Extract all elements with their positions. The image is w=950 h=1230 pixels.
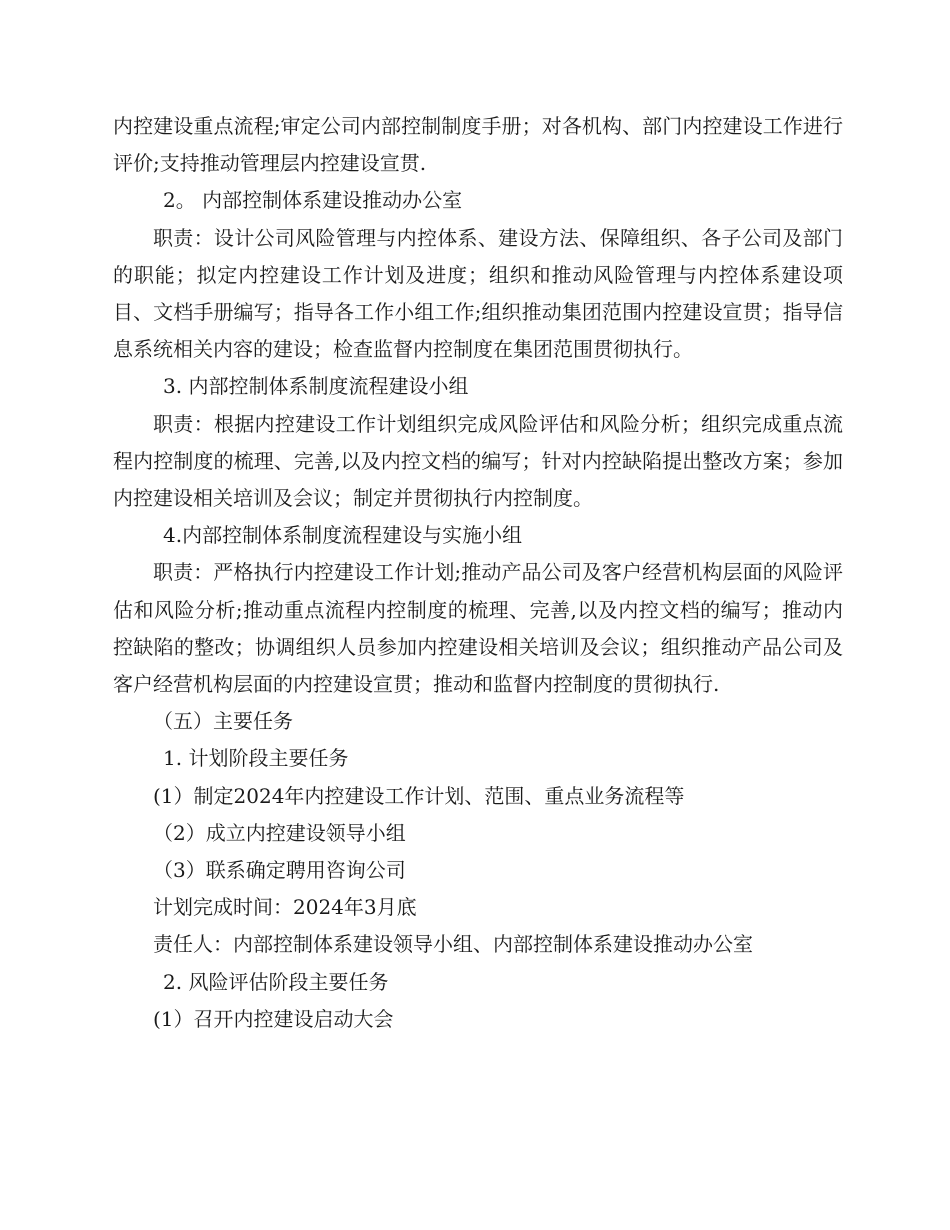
heading-promotion-office: 2。 内部控制体系建设推动办公室 <box>163 188 463 213</box>
list-item-plan-2: （2）成立内控建设领导小组 <box>153 820 406 845</box>
paragraph-implementation-duties: 职责：严格执行内控建设工作计划;推动产品公司及客户经营机构层面的风险评估和风险分析;推动重点流程内控制度的梳理、完善,以及内控文档的编写；推动内控缺陷的整改；协调组织人员参加内控建设相关培训及会议；组织推动产品公司及客户经营机构层面的内控建设宣贯；推动和监督内控制度的贯彻执行. <box>113 560 843 697</box>
responsible-party: 责任人：内部控制体系建设领导小组、内部控制体系建设推动办公室 <box>153 932 753 957</box>
heading-implementation-group: 4.内部控制体系制度流程建设与实施小组 <box>163 523 523 548</box>
heading-risk-assessment-stage: 2. 风险评估阶段主要任务 <box>163 969 389 994</box>
paragraph-office-duties: 职责：设计公司风险管理与内控体系、建设方法、保障组织、各子公司及部门的职能；拟定内控建设工作计划及进度；组织和推动风险管理与内控体系建设项目、文档手册编写；指导各工作小组工作;组织推动集团范围内控建设宣贯；指导信息系统相关内容的建设；检查监督内控制度在集团范围贯彻执行。 <box>113 225 843 362</box>
heading-planning-stage: 1. 计划阶段主要任务 <box>163 746 349 771</box>
list-item-risk-1: (1）召开内控建设启动大会 <box>153 1006 394 1031</box>
completion-time: 计划完成时间：2024年3月底 <box>153 895 417 920</box>
paragraph-duties-continued: 内控建设重点流程;审定公司内部控制制度手册；对各机构、部门内控建设工作进行评价;支持推动管理层内控建设宣贯. <box>113 114 843 176</box>
list-item-plan-3: （3）联系确定聘用咨询公司 <box>153 858 406 883</box>
paragraph-process-group-duties: 职责：根据内控建设工作计划组织完成风险评估和风险分析；组织完成重点流程内控制度的梳理、完善,以及内控文档的编写；针对内控缺陷提出整改方案；参加内控建设相关培训及会议；制定并贯彻执行内控制度。 <box>113 411 843 511</box>
heading-main-tasks: （五）主要任务 <box>153 709 293 734</box>
list-item-plan-1: (1）制定2024年内控建设工作计划、范围、重点业务流程等 <box>153 783 685 808</box>
heading-process-group: 3. 内部控制体系制度流程建设小组 <box>163 374 469 399</box>
document-page <box>113 108 843 1038</box>
